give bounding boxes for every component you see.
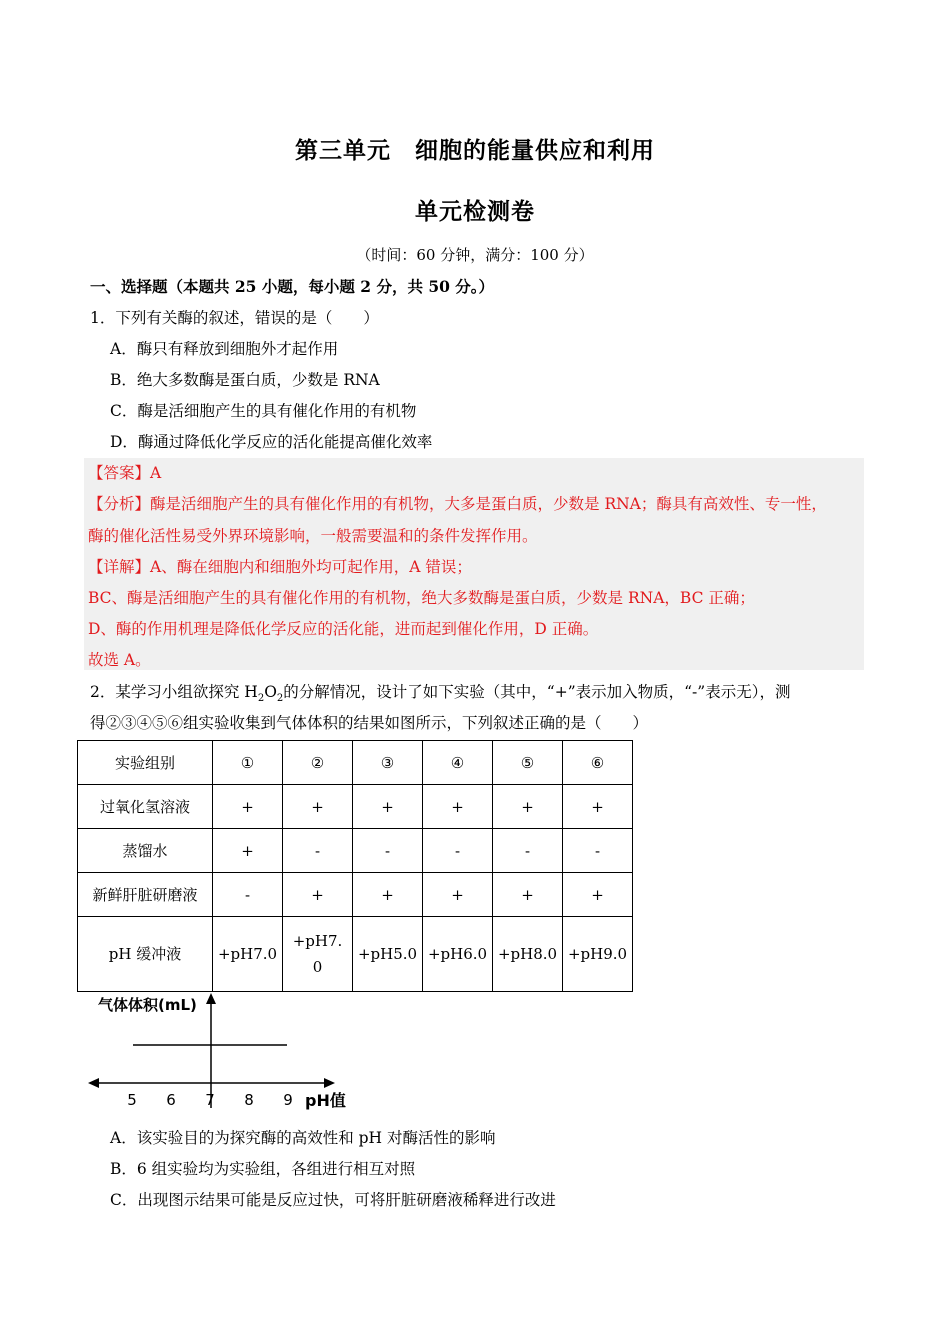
- table-cell: +: [213, 829, 283, 873]
- table-cell: +: [213, 785, 283, 829]
- exam-meta: （时间：60 分钟，满分：100 分）: [356, 246, 594, 264]
- table-header-cell: 实验组别: [78, 741, 213, 785]
- table-cell: +: [353, 785, 423, 829]
- q2-stem-sub1: 2: [257, 693, 265, 705]
- gas-volume-graph: [80, 990, 370, 1115]
- table-row: [78, 785, 633, 829]
- table-cell: +: [423, 785, 493, 829]
- q2-stem-part-a: 2．某学习小组欲探究 H: [90, 683, 258, 701]
- q1-conclusion: 故选 A。: [88, 651, 151, 669]
- table-cell: -: [283, 829, 353, 873]
- q1-option-a: A．酶只有释放到细胞外才起作用: [110, 340, 339, 358]
- table-cell: +pH6.0: [423, 917, 493, 992]
- graph-tick: 7: [205, 1091, 215, 1109]
- table-header-cell: ⑤: [493, 741, 563, 785]
- table-header-cell: ①: [213, 741, 283, 785]
- table-cell: +: [563, 873, 633, 917]
- analysis-text-1: 酶是活细胞产生的具有催化作用的有机物，大多是蛋白质，少数是 RNA；酶具有高效性、专一性，: [150, 495, 827, 513]
- q1-analysis-line1: [88, 494, 827, 514]
- q1-detail-line3: D、酶的作用机理是降低化学反应的活化能，进而起到催化作用，D 正确。: [88, 620, 599, 638]
- table-row-ph: [78, 917, 633, 992]
- table-cell: -: [213, 873, 283, 917]
- q1-option-b: B．绝大多数酶是蛋白质，少数是 RNA: [110, 371, 380, 389]
- q1-detail-line2: BC、酶是活细胞产生的具有催化作用的有机物，绝大多数酶是蛋白质，少数是 RNA，BC 正确；: [88, 589, 755, 607]
- table-header-cell: ④: [423, 741, 493, 785]
- q2-stem-line1: [90, 682, 790, 709]
- graph-y-label: 气体体积(mL): [98, 996, 197, 1014]
- table-cell: [283, 917, 353, 992]
- detail-tag: 【详解】: [88, 558, 151, 576]
- page-subtitle: 单元检测卷: [415, 198, 535, 225]
- table-cell-line: +pH7.: [292, 932, 343, 950]
- table-cell: +: [283, 785, 353, 829]
- table-cell-line: 0: [312, 958, 323, 976]
- analysis-tag: 【分析】: [88, 495, 151, 513]
- section-heading: 一、选择题（本题共 25 小题，每小题 2 分，共 50 分。）: [90, 277, 495, 296]
- q1-option-d: D．酶通过降低化学反应的活化能提高催化效率: [110, 433, 433, 451]
- detail-text-1: A、酶在细胞内和细胞外均可起作用，A 错误；: [150, 558, 472, 576]
- graph-tick: 5: [127, 1091, 137, 1109]
- q2-stem-sub2: 2: [276, 693, 284, 705]
- table-cell: -: [493, 829, 563, 873]
- q1-analysis-line2: 酶的催化活性易受外界环境影响，一般需要温和的条件发挥作用。: [88, 527, 538, 545]
- graph-x-arrow-right: [324, 1078, 335, 1088]
- graph-tick: 8: [244, 1091, 254, 1109]
- q2-option-a: A．该实验目的为探究酶的高效性和 pH 对酶活性的影响: [110, 1129, 496, 1147]
- q1-answer: [88, 463, 161, 483]
- table-cell: +: [563, 785, 633, 829]
- graph-tick: 6: [166, 1091, 176, 1109]
- experiment-table: [77, 740, 633, 992]
- table-header-cell: ⑥: [563, 741, 633, 785]
- graph-y-arrow: [206, 993, 216, 1004]
- table-cell: +: [493, 785, 563, 829]
- table-header-cell: ②: [283, 741, 353, 785]
- q2-option-b: B．6 组实验均为实验组，各组进行相互对照: [110, 1160, 416, 1178]
- table-cell: +pH5.0: [353, 917, 423, 992]
- q2-stem-part-b: 的分解情况，设计了如下实验（其中，“+”表示加入物质，“-”表示无），测: [283, 683, 791, 701]
- q2-stem-line2: 得②③④⑤⑥组实验收集到气体体积的结果如图所示，下列叙述正确的是（ ）: [90, 714, 649, 732]
- table-cell: +: [353, 873, 423, 917]
- graph-x-label: pH值: [305, 1091, 346, 1110]
- table-cell: +pH7.0: [213, 917, 283, 992]
- table-cell: pH 缓冲液: [78, 917, 213, 992]
- table-cell: +: [423, 873, 493, 917]
- graph-tick: 9: [283, 1091, 293, 1109]
- table-header-row: [78, 741, 633, 785]
- table-cell: -: [563, 829, 633, 873]
- table-cell: +: [283, 873, 353, 917]
- q1-detail-line1: [88, 557, 472, 577]
- graph-x-arrow-left: [88, 1078, 99, 1088]
- table-cell: +pH9.0: [563, 917, 633, 992]
- answer-value: A: [150, 464, 162, 482]
- q2-option-c: C．出现图示结果可能是反应过快，可将肝脏研磨液稀释进行改进: [110, 1191, 556, 1209]
- q2-stem-mid: O: [264, 683, 277, 701]
- table-cell: +pH8.0: [493, 917, 563, 992]
- q1-stem: 1．下列有关酶的叙述，错误的是（ ）: [90, 309, 379, 327]
- table-cell: -: [423, 829, 493, 873]
- table-cell: -: [353, 829, 423, 873]
- table-cell: 过氧化氢溶液: [78, 785, 213, 829]
- table-row: [78, 829, 633, 873]
- table-cell: +: [493, 873, 563, 917]
- answer-tag: 【答案】: [88, 464, 151, 482]
- page-title: 第三单元 细胞的能量供应和利用: [295, 137, 655, 164]
- table-row: [78, 873, 633, 917]
- table-cell: 蒸馏水: [78, 829, 213, 873]
- table-header-cell: ③: [353, 741, 423, 785]
- table-cell: 新鲜肝脏研磨液: [78, 873, 213, 917]
- q1-option-c: C．酶是活细胞产生的具有催化作用的有机物: [110, 402, 417, 420]
